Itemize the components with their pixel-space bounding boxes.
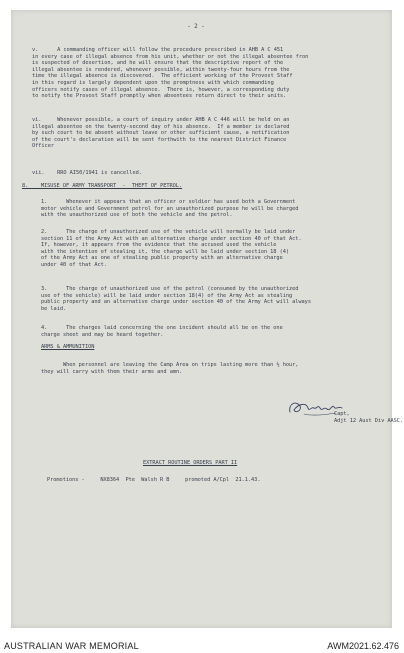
paragraph-v: v. A commanding officer will follow the procedure prescribed in AHB A C 451 in every case of illegal absence from his unit, whether or not the illegal absentee fron is suspected of desertion, and he will ensure that the descriptive report of the illegal absentee is rendered, whenever possible, within twenty-four hours from the time the illegal absence is discovered. The efficient working of the Provost Staff in this regard is largely dependent upon the promptness with which commanding officers notify cases of illegal absence. There is, however, a corresponding duty to notify the Provost Staff promptly when absentees return direct to their units. [32,47,309,100]
promotions-line: Promotions - NX8364 Pte Walsh R B promoted A/Cpl 21.1.43. [47,477,261,483]
footer-institution: AUSTRALIAN WAR MEMORIAL [4,641,139,651]
document-page [11,10,392,628]
arms-ammunition-text: When personnel are leaving the Camp Area on trips lasting more than ½ hour, they will carry with them their arms and amn. [41,362,299,375]
paragraph-2: 2. The charge of unauthorized use of the vehicle will normally be laid under section 11 of the Army Act with an alternative charge under section 40 of that Act. If, however, it appears from the evidence that the accused used the vehicle with the intention of stealing it, the charge will be laid under section 18 (4) of the Army Act as one of stealing public property with an alternative charge under 40 of that Act. [41,229,302,268]
paragraph-vii: vii. RRO AI50/1941 is cancelled. [32,170,142,176]
section-8-heading: 8. MISUSE OF ARMY TRANSPORT - THEFT OF PETROL. [22,183,183,189]
arms-ammunition-heading: ARMS & AMMUNITION [41,344,95,350]
page-number: - 2 - [187,23,205,30]
paragraph-3: 3. The charge of unauthorized use of the petrol (consumed by the unauthorized use of the vehicle) will be laid under section 18(4) of the Army Act as stealing public property and an alternative charge under section 40 of the Army Act will always be laid. [41,286,311,312]
footer-accession-number: AWM2021.62.476 [327,641,399,651]
paragraph-vi: vi. Whenever possible, a court of inquiry under AHB A C 446 will be held on an illegal absentee on the twenty-second day of his absence. If a member is declared by such court to be absent without leave or other sufficient cause, a notification of the court's declaration will be sent forthwith to the nearest District Finance Officer [32,117,290,150]
extract-heading: EXTRACT ROUTINE ORDERS PART II [143,460,238,466]
signature-block: Capt, Adjt 12 Aust Div AASC. [334,411,404,424]
paragraph-1: 1. Whenever it appears that an officer or soldier has used both a Government motor vehicle and Government petrol for an unauthorized purpose he will be charged with the unauthorized use of both the vehicle and the petrol. [41,199,299,219]
paragraph-4: 4. The charges laid concerning the one incident should all be on the one charge sheet and may be heard together. [41,325,283,338]
